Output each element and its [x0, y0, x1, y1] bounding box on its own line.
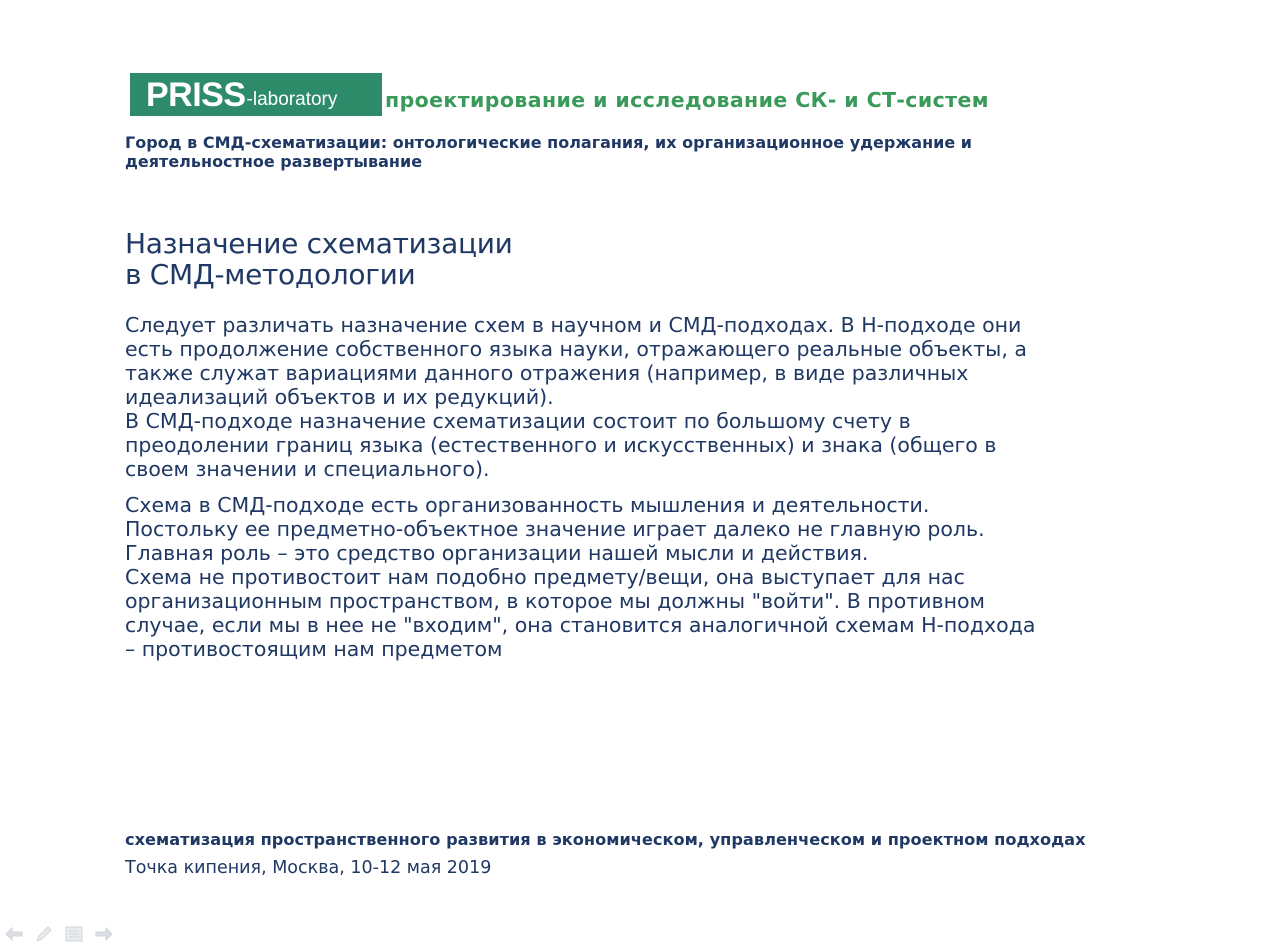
logo-main-text: PRISS: [146, 75, 246, 114]
forward-arrow-icon[interactable]: [94, 924, 114, 944]
footer-theme: схематизация пространственного развития в экономическом, управленческом и проектном подходах: [125, 830, 1086, 849]
back-arrow-icon[interactable]: [4, 924, 24, 944]
menu-icon[interactable]: [64, 924, 84, 944]
logo-sub-text: -laboratory: [246, 89, 338, 110]
lab-tagline: проектирование и исследование СК- и СТ-систем: [385, 88, 989, 112]
slideshow-nav: [4, 924, 114, 944]
presentation-subtitle: Город в СМД-схематизации: онтологические полагания, их организационное удержание и деятельностное развертывание: [125, 133, 972, 171]
footer-event: Точка кипения, Москва, 10-12 мая 2019: [125, 858, 492, 878]
priss-logo: [130, 73, 382, 116]
slide-heading-text: Назначение схематизации в СМД-методологии: [125, 227, 513, 291]
pen-icon[interactable]: [34, 924, 54, 944]
slide-heading: [125, 228, 513, 290]
paragraph-1: Следует различать назначение схем в научном и СМД-подходах. В Н-подходе они есть продолжение собственного языка науки, отражающего реальные объекты, а также служат вариациями данного отражения (например, в виде различных идеализаций объектов и их редукций). В СМД-подходе назначение схематизации состоит по большому счету в преодолении границ языка (естественного и искусственных) и знака (общего в своем значении и специального).: [125, 313, 1027, 481]
paragraph-2: Схема в СМД-подходе есть организованность мышления и деятельности. Постольку ее предметно-объектное значение играет далеко не главную роль. Главная роль – это средство организации нашей мысли и действия. Схема не противостоит нам подобно предмету/вещи, она выступает для нас организационным пространством, в которое мы должны "войти". В противном случае, если мы в нее не "входим", она становится аналогичной схемам Н-подхода – противостоящим нам предметом: [125, 493, 1036, 661]
slide-body: [125, 313, 1045, 661]
